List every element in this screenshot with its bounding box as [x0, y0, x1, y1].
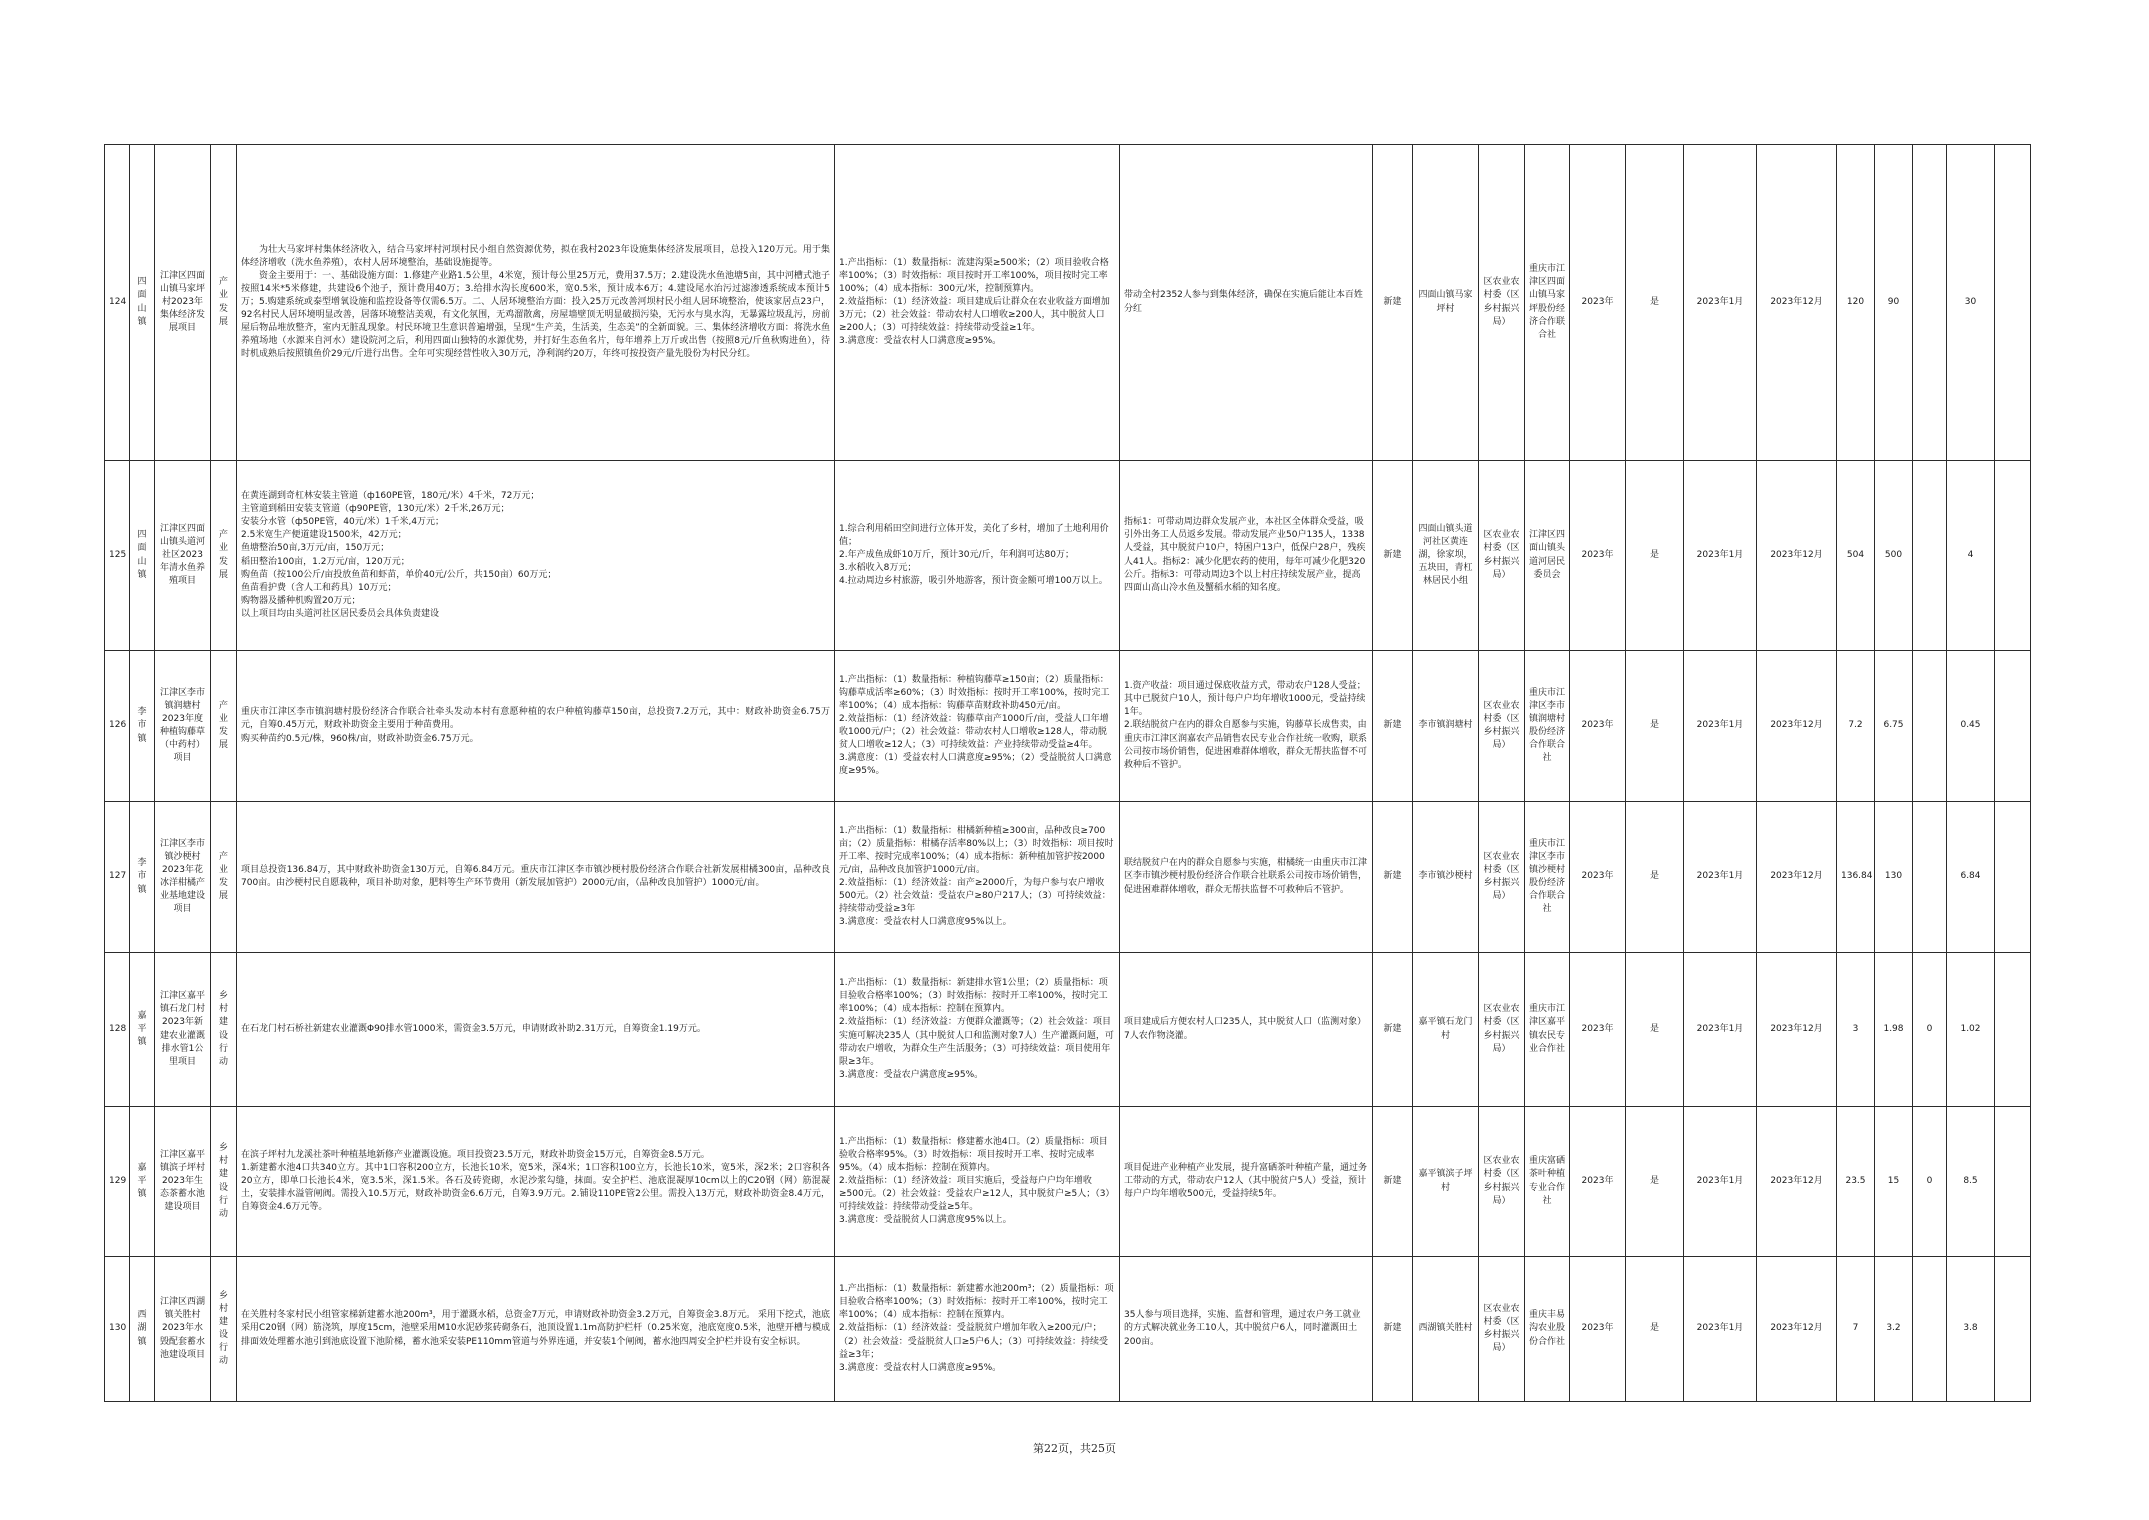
row-project-content [237, 461, 835, 651]
row-start-date: 2023年1月 [1684, 1107, 1757, 1257]
row-site: 嘉平镇滨子坪村 [1413, 1107, 1479, 1257]
table-row [105, 651, 2031, 802]
row-benefit-mechanism: 带动全村2352人参与到集体经济，确保在实施后能让本百姓分红 [1120, 145, 1373, 461]
row-total-investment: 504 [1837, 461, 1875, 651]
content-line: 鱼苗看护费（含人工和药具）10万元； [241, 582, 397, 593]
row-start-date: 2023年1月 [1684, 145, 1757, 461]
row-number: 124 [105, 145, 130, 461]
row-start-date: 2023年1月 [1684, 953, 1757, 1107]
row-start-date: 2023年1月 [1684, 802, 1757, 953]
row-plan-year: 2023年 [1570, 461, 1626, 651]
content-line: 重庆市江津区李市镇润塘村股份经济合作联合社牵头发动本村有意愿种植的农户种植钩藤草150亩，总投资7.2万元，其中：财政补助资金6.75万元，自筹0.45万元，财政补助资金主要用于种苗费用。 [241, 707, 830, 731]
row-bank-loan: 0 [1913, 953, 1947, 1107]
row-bank-loan [1913, 461, 1947, 651]
row-project-type: 产业发展 [211, 802, 237, 953]
row-performance-goals: 1.产出指标：（1）数量指标：流建沟渠≥500米；（2）项目验收合格率100%；（3）时效指标：项目按时开工率100%，项目按时完工率100%；（4）成本指标：300元/米，控制预算内。 2.效益指标：（1）经济效益：项目建成后让群众在农业收益方面增加3万元；（2）社会效益：带动农村人口增收≥200人，其中脱贫人口≥200人；（3）可持续效益：持续带动受益≥1年。 3.满意度：受益农村人口满意度≥95%。 [835, 145, 1120, 461]
row-project-name: 江津区四面山镇头道河社区2023年清水鱼养殖项目 [155, 461, 211, 651]
row-construction-nature: 新建 [1373, 145, 1413, 461]
row-total-investment: 23.5 [1837, 1107, 1875, 1257]
page-footer: 第22页，共25页 [1033, 1442, 1116, 1455]
row-owner: 重庆富硒茶叶种植专业合作社 [1525, 1107, 1570, 1257]
row-construction-nature: 新建 [1373, 953, 1413, 1107]
row-performance-goals: 1.综合利用稻田空间进行立体开发，美化了乡村，增加了土地利用价值； 2.年产成鱼成虾10万斤，预计30元/斤，年利润可达80万； 3.水稻收入8万元； 4.拉动周边乡村旅游，吸引外地游客，预计资金额可增100万以上。 [835, 461, 1120, 651]
row-fiscal-funds: 130 [1875, 802, 1913, 953]
row-department: 区农业农村委（区乡村振兴局） [1479, 461, 1525, 651]
row-in-library: 是 [1626, 1107, 1684, 1257]
row-owner: 重庆丰易沟农业股份合作社 [1525, 1257, 1570, 1402]
row-remark [1995, 953, 2031, 1107]
row-project-content [237, 145, 835, 461]
row-town: 嘉平镇 [130, 1107, 155, 1257]
row-fiscal-funds: 1.98 [1875, 953, 1913, 1107]
row-self-funds: 4 [1947, 461, 1995, 651]
row-project-name: 江津区嘉平镇石龙门村2023年新建农业灌溉排水管1公里项目 [155, 953, 211, 1107]
row-performance-goals: 1.产出指标：（1）数量指标：柑橘新种植≥300亩，品种改良≥700亩；（2）质量指标：柑橘存活率80%以上；（3）时效指标：项目按时开工率、按时完成率100%；（4）成本指标：新种植加管护按2000元/亩，品种改良加管护1000元/亩。 2.效益指标：（1）经济效益：亩产≥2000斤，为每户参与农户增收500元。（2）社会效益：受益农户≥80户217人；（3）可持续效益：持续带动受益≥3年 3.满意度：受益农村人口满意度95%以上。 [835, 802, 1120, 953]
row-project-type: 产业发展 [211, 651, 237, 802]
row-fiscal-funds: 6.75 [1875, 651, 1913, 802]
row-construction-nature: 新建 [1373, 651, 1413, 802]
row-project-content [237, 1107, 835, 1257]
table-row [105, 461, 2031, 651]
row-number: 128 [105, 953, 130, 1107]
row-project-type: 产业发展 [211, 145, 237, 461]
row-project-name: 江津区四面山镇马家坪村2023年集体经济发展项目 [155, 145, 211, 461]
row-end-date: 2023年12月 [1757, 1107, 1837, 1257]
row-total-investment: 7 [1837, 1257, 1875, 1402]
content-line: 项目总投资136.84万，其中财政补助资金130万元，自筹6.84万元。重庆市江津区李市镇沙梗村股份经济合作联合社新发展柑橘300亩，品种改良700亩。由沙梗村民自愿栽种，项目补助对象，肥料等生产环节费用（新发展加管护）2000元/亩，（品种改良加管护）1000元/亩。 [241, 864, 830, 888]
content-line: 购买种苗约0.5元/株，960株/亩，财政补助资金6.75万元。 [241, 733, 479, 744]
content-line: 以上项目均由头道河社区居民委员会具体负责建设 [241, 608, 440, 619]
row-performance-goals: 1.产出指标：（1）数量指标：新建蓄水池200m³；（2）质量指标：项目验收合格率100%；（3）时效指标：按时开工率100%，按时完工率100%；（4）成本指标：控制在预算内。 2.效益指标：（1）经济效益：受益脱贫户增加年收入≥200元/户；（2）社会效益：受益脱贫人口≥5户6人；（3）可持续效益：持续受益≥3年； 3.满意度：受益农村人口满意度≥95%。 [835, 1257, 1120, 1402]
row-owner: 重庆市江津区李市镇沙梗村股份经济合作联合社 [1525, 802, 1570, 953]
row-fiscal-funds: 90 [1875, 145, 1913, 461]
row-project-type: 乡村建设行动 [211, 953, 237, 1107]
row-benefit-mechanism: 指标1：可带动周边群众发展产业，本社区全体群众受益，吸引外出务工人员返乡发展。带动发展产业50户135人，1338人受益，其中脱贫户10户，特困户13户，低保户28户，残疾人41人。指标2：减少化肥农药的使用，每年可减少化肥320公斤。指标3：可带动周边3个以上村庄持续发展产业，提高四面山高山冷水鱼及蟹稻水稻的知名度。 [1120, 461, 1373, 651]
row-remark [1995, 1107, 2031, 1257]
content-line: 为壮大马家坪村集体经济收入，结合马家坪村河坝村民小组自然资源优势，拟在我村2023年设施集体经济发展项目，总投入120万元。用于集体经济增收（洗水鱼养殖），农村人居环境整治，基础设施提等。 [241, 244, 830, 268]
row-department: 区农业农村委（区乡村振兴局） [1479, 953, 1525, 1107]
content-line: 在滨子坪村九龙溪社茶叶种植基地新修产业灌溉设施。项目投资23.5万元，财政补助资金15万元，自筹资金8.5万元。 [241, 1149, 710, 1160]
row-in-library: 是 [1626, 1257, 1684, 1402]
content-line: 稻田整治100亩，1.2万元/亩，120万元； [241, 556, 410, 567]
row-total-investment: 7.2 [1837, 651, 1875, 802]
row-owner: 重庆市江津区李市镇润塘村股份经济合作联合社 [1525, 651, 1570, 802]
row-remark [1995, 145, 2031, 461]
row-remark [1995, 651, 2031, 802]
table-row [105, 1257, 2031, 1402]
table-row [105, 145, 2031, 461]
row-town: 四面山镇 [130, 461, 155, 651]
row-project-type: 乡村建设行动 [211, 1257, 237, 1402]
row-project-name: 江津区嘉平镇滨子坪村2023年生态茶蓄水池建设项目 [155, 1107, 211, 1257]
row-in-library: 是 [1626, 145, 1684, 461]
row-plan-year: 2023年 [1570, 1107, 1626, 1257]
content-line: 资金主要用于：一、基础设施方面：1.修建产业路1.5公里，4米宽，预计每公里25万元，费用37.5万；2.建设洗水鱼池塘5亩，其中河槽式池子按照14米*5米修建，共建设6个池子，预计费用40万；3.给排水沟长度600米，宽0.5米，预计成本6万；4.建设尾水治污过滤渗透系统成本预计5万；5.购建系统或泰型增氧设施和监控设备等仅需6.5万。二、人居环境整治方面：投入25万元改善河坝村民小组人居环境整治，使该家居点23户，92名村民人居环境明显改善，居落环境整洁美观，有文化氛围，无鸡溜散禽，房屋墙壁顶无明显破损污染，无污水与臭水沟，无暴露垃圾乱污，房前屋后物品堆放整齐，室内无脏乱现象。村民环境卫生意识普遍增强，呈现“生产美，生活美，生态美”的全新面貌。三、集体经济增收方面：将洗水鱼养殖场地（水源来自河水）建设院河之后，利用四面山独特的水源优势，并打好生态鱼名片，每年增养上万斤或出售（按照8元/斤鱼秋购进鱼），待时机成熟后按照镇鱼价29元/斤进行出售。全年可实现经营性收入30万元，净利润约20万，年终可按投资产量先股份为村民分红。 [241, 270, 830, 360]
row-site: 四面山镇马家坪村 [1413, 145, 1479, 461]
row-remark [1995, 802, 2031, 953]
row-fiscal-funds: 15 [1875, 1107, 1913, 1257]
row-site: 李市镇沙梗村 [1413, 802, 1479, 953]
row-construction-nature: 新建 [1373, 802, 1413, 953]
row-owner: 重庆市江津区嘉平镇农民专业合作社 [1525, 953, 1570, 1107]
row-number: 129 [105, 1107, 130, 1257]
row-fiscal-funds: 500 [1875, 461, 1913, 651]
row-remark [1995, 461, 2031, 651]
content-line: 在石龙门村石桥社新建农业灌溉Φ90排水管1000米，需资金3.5万元，申请财政补助2.31万元，自筹资金1.19万元。 [241, 1023, 706, 1034]
row-self-funds: 30 [1947, 145, 1995, 461]
row-project-type: 乡村建设行动 [211, 1107, 237, 1257]
row-self-funds: 6.84 [1947, 802, 1995, 953]
row-bank-loan [1913, 1257, 1947, 1402]
row-project-name: 江津区西湖镇关胜村2023年水毁配套蓄水池建设项目 [155, 1257, 211, 1402]
row-number: 127 [105, 802, 130, 953]
content-line: 鱼塘整治50亩,3万元/亩，150万元； [241, 543, 390, 554]
content-line: 1.新建蓄水池4口共340立方。其中1口容积200立方，长池长10米，宽5米，深4米；1口容积100立方，长池长10米，宽5米，深2米；2口容积各20立方，即单口长池长4米，宽3.5米，深1.5米。各石及砖瓷砌，水泥沙浆勾缝，抹面。安全护栏、池底混凝厚10cm以上的C20钢（网）筋混凝土，安装排水溢管闸阀。需投入10.5万元，财政补助资金6.6万元，自筹3.9万元。2.铺设110PE管2公里。需投入13万元，财政补助资金8.4万元，自筹资金4.6万元等。 [241, 1162, 830, 1213]
row-project-content [237, 651, 835, 802]
row-department: 区农业农村委（区乡村振兴局） [1479, 802, 1525, 953]
row-project-content [237, 953, 835, 1107]
row-self-funds: 1.02 [1947, 953, 1995, 1107]
row-in-library: 是 [1626, 651, 1684, 802]
project-table [104, 144, 2031, 1402]
row-department: 区农业农村委（区乡村振兴局） [1479, 145, 1525, 461]
row-self-funds: 0.45 [1947, 651, 1995, 802]
row-benefit-mechanism: 项目建成后方便农村人口235人，其中脱贫人口（监测对象）7人农作物浇灌。 [1120, 953, 1373, 1107]
row-self-funds: 3.8 [1947, 1257, 1995, 1402]
row-project-name: 江津区李市镇沙梗村2023年花冰洋柑橘产业基地建设项目 [155, 802, 211, 953]
row-site: 李市镇润塘村 [1413, 651, 1479, 802]
content-line: 购物器及播种机购置20万元； [241, 595, 361, 606]
row-project-content [237, 1257, 835, 1402]
row-performance-goals: 1.产出指标：（1）数量指标：修建蓄水池4口。（2）质量指标：项目验收合格率95%。（3）时效指标：项目按时开工率、按时完成率95%。（4）成本指标：控制在预算内。 2.效益指标：（1）经济效益：项目实施后，受益每户户均年增收≥500元。（2）社会效益：受益农户≥12人，其中脱贫户≥5人；（3）可持续效益：持续带动受益≥5年。 3.满意度：受益脱贫人口满意度95%以上。 [835, 1107, 1120, 1257]
table-body [105, 145, 2031, 1402]
content-line: 主管道到稻田安装支管道（ф90PE管，130元/米）2千米,26万元； [241, 504, 510, 515]
row-construction-nature: 新建 [1373, 1257, 1413, 1402]
table-row [105, 1107, 2031, 1257]
row-benefit-mechanism: 35人参与项目选择，实施、监督和管理，通过农户务工就业的方式解决就业务工10人，其中脱贫户6人，同时灌溉田土200亩。 [1120, 1257, 1373, 1402]
row-remark [1995, 1257, 2031, 1402]
row-bank-loan [1913, 802, 1947, 953]
row-plan-year: 2023年 [1570, 953, 1626, 1107]
content-line: 安装分水管（ф50PE管，40元/米）1千米,4万元； [241, 517, 445, 528]
row-town: 西湖镇 [130, 1257, 155, 1402]
row-bank-loan: 0 [1913, 1107, 1947, 1257]
content-line: 购鱼苗（按100公斤/亩投放鱼苗和虾苗，单价40元/公斤，共150亩）60万元； [241, 569, 557, 580]
row-construction-nature: 新建 [1373, 461, 1413, 651]
row-department: 区农业农村委（区乡村振兴局） [1479, 1257, 1525, 1402]
row-plan-year: 2023年 [1570, 802, 1626, 953]
row-department: 区农业农村委（区乡村振兴局） [1479, 651, 1525, 802]
row-construction-nature: 新建 [1373, 1107, 1413, 1257]
row-plan-year: 2023年 [1570, 1257, 1626, 1402]
row-site: 西湖镇关胜村 [1413, 1257, 1479, 1402]
row-benefit-mechanism: 1.资产收益：项目通过保底收益方式，带动农户128人受益；其中已脱贫户10人，预计每户户均年增收1000元，受益持续1年。 2.联结脱贫户在内的群众自愿参与实施，钩藤草长成售卖，由重庆市江津区润嘉农产品销售农民专业合作社统一收购，联系公司按市场价销售，促进困难群体增收，群众无帮扶监督不可救种后不管护。 [1120, 651, 1373, 802]
row-benefit-mechanism: 联结脱贫户在内的群众自愿参与实施，柑橘统一由重庆市江津区李市镇沙梗村股份经济合作联合社联系公司按市场价销售，促进困难群体增收，群众无帮扶监督不可救种后不管护。 [1120, 802, 1373, 953]
row-in-library: 是 [1626, 953, 1684, 1107]
row-project-content [237, 802, 835, 953]
row-owner: 重庆市江津区四面山镇马家坪股份经济合作联合社 [1525, 145, 1570, 461]
row-self-funds: 8.5 [1947, 1107, 1995, 1257]
row-plan-year: 2023年 [1570, 651, 1626, 802]
row-total-investment: 3 [1837, 953, 1875, 1107]
row-in-library: 是 [1626, 461, 1684, 651]
row-start-date: 2023年1月 [1684, 461, 1757, 651]
row-bank-loan [1913, 651, 1947, 802]
row-end-date: 2023年12月 [1757, 461, 1837, 651]
row-total-investment: 120 [1837, 145, 1875, 461]
row-project-type: 产业发展 [211, 461, 237, 651]
row-project-name: 江津区李市镇润塘村2023年度种植钩藤草（中药村）项目 [155, 651, 211, 802]
row-end-date: 2023年12月 [1757, 1257, 1837, 1402]
row-end-date: 2023年12月 [1757, 145, 1837, 461]
row-owner: 江津区四面山镇头道河居民委员会 [1525, 461, 1570, 651]
row-start-date: 2023年1月 [1684, 1257, 1757, 1402]
row-benefit-mechanism: 项目促进产业种植产业发展，提升富硒茶叶种植产量，通过务工带动的方式，带动农户12人（其中脱贫户5人）受益，预计每户户均年增收500元，受益持续5年。 [1120, 1107, 1373, 1257]
row-site: 嘉平镇石龙门村 [1413, 953, 1479, 1107]
content-line: 在黄连湖到奇杠林安装主管道（ф160PE管，180元/米）4千米，72万元； [241, 491, 540, 502]
row-town: 李市镇 [130, 651, 155, 802]
table-row [105, 802, 2031, 953]
row-bank-loan [1913, 145, 1947, 461]
row-town: 嘉平镇 [130, 953, 155, 1107]
row-end-date: 2023年12月 [1757, 651, 1837, 802]
row-fiscal-funds: 3.2 [1875, 1257, 1913, 1402]
row-site: 四面山镇头道河社区黄连湖，徐家坝，五块田，青杠林居民小组 [1413, 461, 1479, 651]
row-number: 130 [105, 1257, 130, 1402]
row-town: 四面山镇 [130, 145, 155, 461]
row-town: 李市镇 [130, 802, 155, 953]
row-performance-goals: 1.产出指标：（1）数量指标：新建排水管1公里；（2）质量指标：项目验收合格率100%；（3）时效指标：按时开工率100%，按时完工率100%；（4）成本指标：控制在预算内。 2.效益指标：（1）经济效益：方便群众灌溉等；（2）社会效益：项目实施可解决235人（其中脱贫人口和监测对象7人）生产灌溉问题，可带动农户增收，为群众生产生活服务；（3）可持续效益：项目使用年限≥3年。 3.满意度：受益农户满意度≥95%。 [835, 953, 1120, 1107]
row-end-date: 2023年12月 [1757, 953, 1837, 1107]
row-total-investment: 136.84 [1837, 802, 1875, 953]
row-department: 区农业农村委（区乡村振兴局） [1479, 1107, 1525, 1257]
row-number: 126 [105, 651, 130, 802]
row-number: 125 [105, 461, 130, 651]
row-start-date: 2023年1月 [1684, 651, 1757, 802]
row-end-date: 2023年12月 [1757, 802, 1837, 953]
row-in-library: 是 [1626, 802, 1684, 953]
content-line: 2.5米宽生产便道建设1500米，42万元； [241, 530, 407, 541]
table-row [105, 953, 2031, 1107]
row-performance-goals: 1.产出指标：（1）数量指标：种植钩藤草≥150亩；（2）质量指标：钩藤草成活率≥60%；（3）时效指标：按时开工率100%，按时完工率100%；（4）成本指标：钩藤草苗财政补助450元/亩。 2.效益指标：（1）经济效益：钩藤草亩产1000斤/亩，受益人口年增收1000元/户；（2）社会效益：带动农村人口增收≥128人，带动脱贫人口增收≥12人；（3）可持续效益：产业持续带动受益≥4年。 3.满意度：（1）受益农村人口满意度≥95%；（2）受益脱贫人口满意度≥95%。 [835, 651, 1120, 802]
content-line: 在关胜村冬家村民小组管家梯新建蓄水池200m³，用于灌溉水稻，总资金7万元，申请财政补助资金3.2万元，自筹资金3.8万元。 采用下挖式，池底采用C20钢（网）筋浇筑，厚度15cm，池壁采用M10水泥砂浆砖砌条石，池顶设置1.1m高防护栏杆（0.25米宽，池底宽度0.5米，池壁开槽与模成排面效处理蓄水池引到池底设置下池阶梯，蓄水池采安装PE110mm管道与外界连通，并安装1个闸阀，蓄水池四周安全护栏并设有安全标识。 [241, 1310, 830, 1347]
row-plan-year: 2023年 [1570, 145, 1626, 461]
